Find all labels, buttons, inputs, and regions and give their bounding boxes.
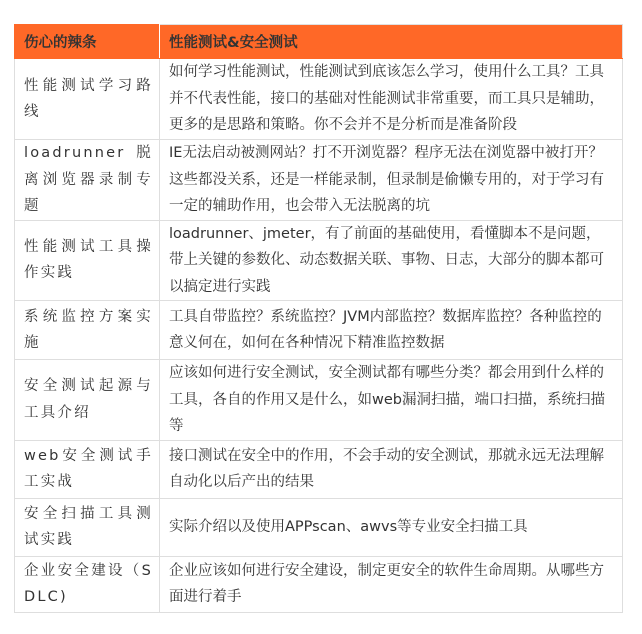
row-description: 应该如何进行安全测试，安全测试都有哪些分类？都会用到什么样的工具，各自的作用又是什么，如web漏洞扫描，端口扫描，系统扫描等 [160, 360, 623, 441]
table-header [15, 25, 623, 59]
table-row [15, 440, 623, 498]
table-row [15, 59, 623, 140]
row-topic: 性能测试工具操作实践 [15, 220, 160, 301]
table-row [15, 301, 623, 360]
row-description: 接口测试在安全中的作用，不会手动的安全测试，那就永远无法理解自动化以后产出的结果 [160, 440, 623, 498]
row-topic: 企业安全建设（SDLC) [15, 556, 160, 612]
table-row [15, 220, 623, 301]
table-row [15, 360, 623, 441]
row-topic: loadrunner脱离浏览器录制专题 [15, 140, 160, 221]
table-row [15, 556, 623, 612]
header-topic: 伤心的辣条 [15, 25, 160, 59]
row-topic: 性能测试学习路线 [15, 59, 160, 140]
table-row [15, 498, 623, 556]
row-topic: 系统监控方案实施 [15, 301, 160, 360]
header-row [15, 25, 623, 59]
table-row [15, 140, 623, 221]
row-description: loadrunner、jmeter，有了前面的基础使用，看懂脚本不是问题，带上关键的参数化、动态数据关联、事物、日志，大部分的脚本都可以搞定进行实践 [160, 220, 623, 301]
table-body [15, 59, 623, 613]
row-topic: web安全测试手工实战 [15, 440, 160, 498]
header-description: 性能测试&安全测试 [160, 25, 623, 59]
row-description: 企业应该如何进行安全建设，制定更安全的软件生命周期。从哪些方面进行着手 [160, 556, 623, 612]
row-description: 工具自带监控？系统监控？JVM内部监控？数据库监控？各种监控的意义何在，如何在各种情况下精准监控数据 [160, 301, 623, 360]
row-topic: 安全扫描工具测试实践 [15, 498, 160, 556]
course-table [14, 24, 623, 613]
row-description: 实际介绍以及使用APPscan、awvs等专业安全扫描工具 [160, 498, 623, 556]
row-topic: 安全测试起源与工具介绍 [15, 360, 160, 441]
row-description: 如何学习性能测试，性能测试到底该怎么学习，使用什么工具？工具并不代表性能，接口的基础对性能测试非常重要，而工具只是辅助，更多的是思路和策略。你不会并不是分析而是准备阶段 [160, 59, 623, 140]
row-description: IE无法启动被测网站？打不开浏览器？程序无法在浏览器中被打开？这些都没关系，还是一样能录制，但录制是偷懒专用的，对于学习有一定的辅助作用，也会带入无法脱离的坑 [160, 140, 623, 221]
